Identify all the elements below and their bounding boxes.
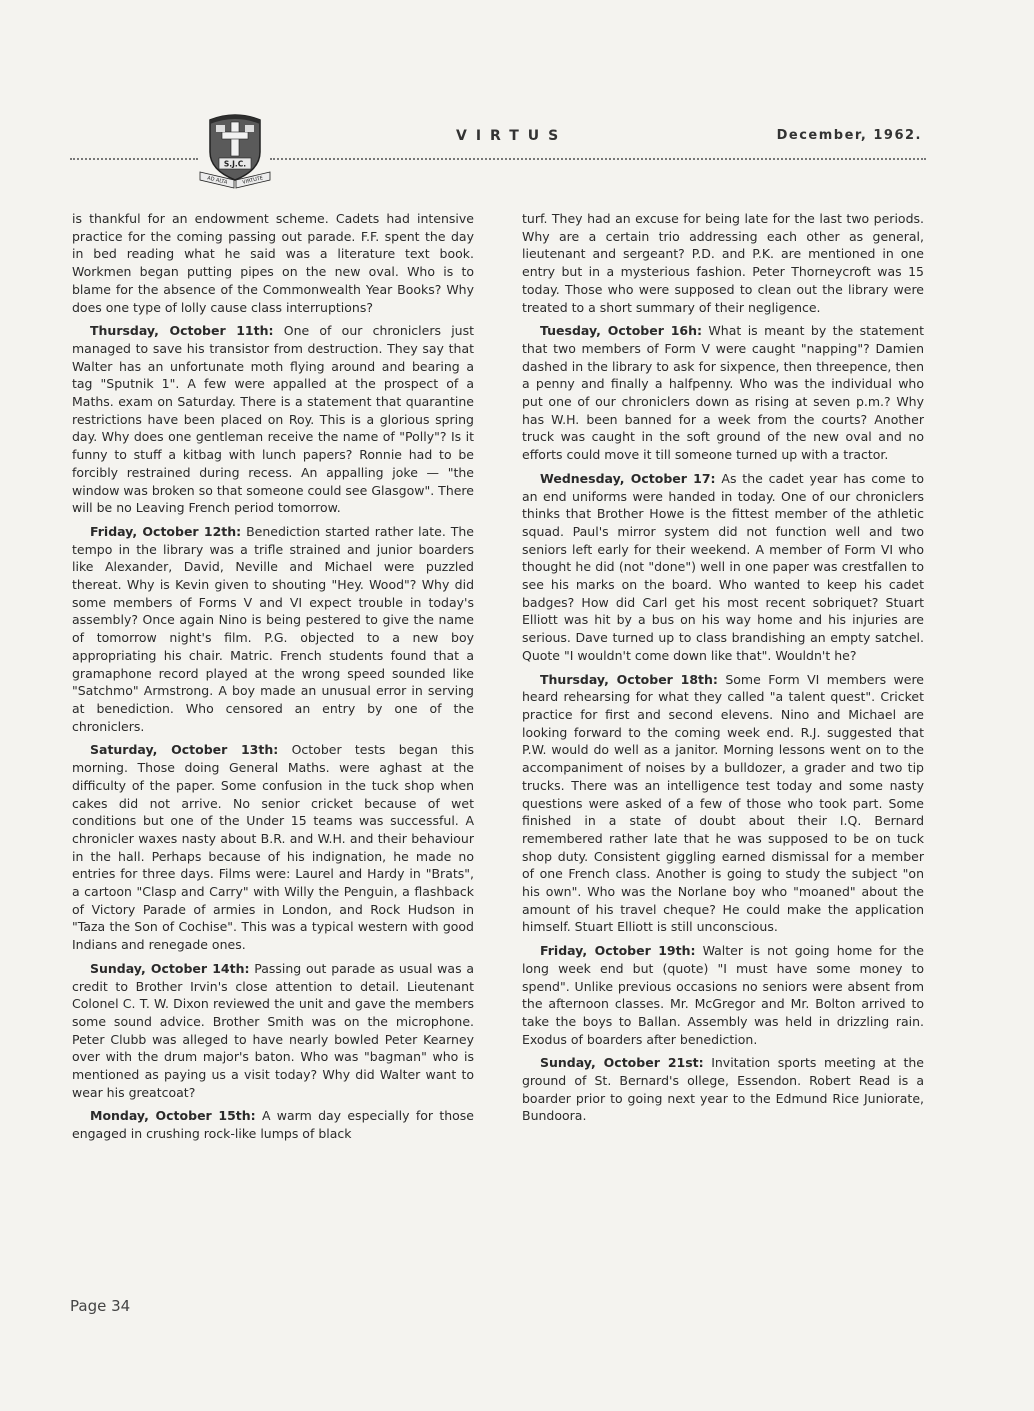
page-header xyxy=(70,108,926,198)
entry-date-heading: Saturday, October 13th: xyxy=(90,742,279,758)
right-column xyxy=(522,210,924,1131)
entry-text: is thankful for an endowment scheme. Cadets had intensive practice for the coming passing out parade. F.F. spent the day in bed reading what he said was a literature text book. Workmen began putting pipes on the new oval. Who is to blame for the absence of the Commonwealth Year Books? Why does one type of lolly cause class interruptions? xyxy=(72,211,474,315)
continued-text xyxy=(522,210,924,316)
entry-text: Passing out parade as usual was a credit to Brother Irvin's close attention to detail. Lieutenant Colonel C. T. W. Dixon reviewed the unit and gave the members some sound advice. Brother Smith was on the microphone. Peter Clubb was alleged to have nearly bowled Peter Kearney over with the drum major's baton. Who was "bagman" who is mentioned as paying us a visit today? Why did Walter want to wear his greatcoat? xyxy=(72,960,474,1100)
college-crest xyxy=(198,108,272,190)
entry-date-heading: Monday, October 15th: xyxy=(90,1108,256,1124)
diary-entry xyxy=(522,942,924,1048)
diary-entry xyxy=(522,1054,924,1125)
crest-initials: S.J.C. xyxy=(223,159,247,169)
entry-date-heading: Friday, October 19th: xyxy=(540,943,696,959)
header-rule-right xyxy=(270,158,926,160)
header-rule-left xyxy=(70,158,198,160)
entry-text: What is meant by the statement that two members of Form V were caught "napping"? Damien dashed in the library to ask for sixpence, then threepence, then a penny and finally a halfpenny. Who was the individual who put one of our chroniclers down as rising at seven p.m.? Why has W.H. been banned for a week from the courts? Another truck was caught in the soft ground of the new oval and no efforts could move it till someone turned up with a tractor. xyxy=(522,323,924,463)
entry-text: Walter is not going home for the long week end but (quote) "I must have some money to spend". Unlike previous occasions no seniors were absent from the afternoon classes. Mr. McGregor and Mr. Bolton arrived to take the boys to Ballan. Assembly was held in drizzling rain. Exodus of boarders after benediction. xyxy=(522,943,924,1047)
diary-entry xyxy=(72,1107,474,1142)
diary-entry xyxy=(72,523,474,735)
entry-date-heading: Thursday, October 18th: xyxy=(540,671,718,687)
crest-motto-left: AD ALTA xyxy=(206,175,228,186)
diary-entry xyxy=(522,470,924,665)
entry-date-heading: Tuesday, October 16h: xyxy=(540,323,702,339)
entry-date-heading: Sunday, October 14th: xyxy=(90,960,250,976)
entry-text: Invitation sports meeting at the ground of St. Bernard's ollege, Essendon. Robert Read is a boarder prior to going next year to the Edmund Rice Juniorate, Bundoora. xyxy=(522,1055,924,1124)
page-number: Page 34 xyxy=(70,1297,131,1315)
diary-entry xyxy=(522,671,924,937)
entry-date-heading: Friday, October 12th: xyxy=(90,523,242,539)
entry-text: turf. They had an excuse for being late for the last two periods. Why are a certain trio addressing each other as general, lieutenant and sergeant? P.D. and P.K. are mentioned in one entry but in a mysterious fashion. Peter Thorneycroft was 15 today. Those who were supposed to clean out the library were treated to a short summary of their negligence. xyxy=(522,211,924,315)
left-column xyxy=(72,210,474,1149)
entry-date-heading: Wednesday, October 17: xyxy=(540,470,716,486)
entry-text: Some Form VI members were heard rehearsing for what they called "a talent quest". Cricket practice for first and second elevens. Nino and Michael are looking forward to the coming week end. R.J. suggested that P.W. would do well as a janitor. Morning lessons went on to the accompaniment of noises by a bulldozer, a grader and two tip trucks. There was an intelligence test today and some nasty questions were asked of a few of those who took part. Some finished in a state of doubt about their I.Q. Bernard remembered rather late that he was supposed to be on tuck shop duty. Consistent giggling earned dismissal for a member of one French class. Another is going to study the subject "on his own". Who was the Norlane boy who "moaned" about the amount of his travel cheque? He could make the application himself. Stuart Elliott is still unconscious. xyxy=(522,671,924,935)
continued-text xyxy=(72,210,474,316)
diary-entry xyxy=(522,322,924,464)
entry-text: As the cadet year has come to an end uniforms were handed in today. One of our chroniclers thinks that Brother Howe is the fittest member of the athletic squad. Paul's mirror system did not function well and two seniors left early for their weekend. A member of Form VI who thought he did (not "done") well in one paper was crestfallen to see his marks on the board. Who wanted to keep his cadet badges? How did Carl get his most recent sobriquet? Stuart Elliott was hit by a bus on his way home and his injuries are serious. Dave turned up to class brandishing an empty satchel. Quote "I wouldn't come down like that". Wouldn't he? xyxy=(522,470,925,663)
diary-entry xyxy=(72,322,474,517)
magazine-title: VIRTUS xyxy=(456,128,568,144)
crest-motto-right: VIRTUTE xyxy=(241,175,264,186)
entry-text: A warm day especially for those engaged in crushing rock-like lumps of black xyxy=(72,1108,474,1142)
entry-text: Benediction started rather late. The tempo in the library was a trifle strained and junior boarders like Alexander, David, Neville and Michael were puzzled thereat. Why is Kevin given to shouting "Hey. Wood"? Why did some members of Forms V and VI expect trouble in today's assembly? Once again Nino is being pestered to give the name of tomorrow night's film. P.G. objected to a new boy appropriating his chair. Matric. French students found that a gramaphone record played at the wrong speed sounded like "Satchmo" Armstrong. A boy made an unusual error in serving at benediction. Who censored an entry by one of the chroniclers. xyxy=(72,523,474,734)
entry-date-heading: Sunday, October 21st: xyxy=(540,1055,704,1071)
entry-text: October tests began this morning. Those doing General Maths. were aghast at the difficulty of the paper. Some confusion in the tuck shop when cakes did not arrive. No senior cricket because of wet conditions but one of the Under 15 teams was successful. A chronicler waxes nasty about B.R. and W.H. and their behaviour in the hall. Perhaps because of his indignation, he made no entries for three days. Films were: Laurel and Hardy in "Brats", a cartoon "Clasp and Carry" with Willy the Penguin, a flashback of Victory Parade of armies in London, and Rock Hudson in "Taza the Son of Cochise". This was a typical western with good Indians and renegade ones. xyxy=(72,742,475,953)
entry-date-heading: Thursday, October 11th: xyxy=(90,323,274,339)
diary-entry xyxy=(72,741,474,953)
entry-text: One of our chroniclers just managed to save his transistor from destruction. They say that Walter has an unfortunate moth flying around and bearing a tag "Sputnik 1". A few were appalled at the prospect of a Maths. exam on Saturday. There is a statement that quarantine restrictions have been placed on Roy. This is a glorious spring day. Why does one gentleman receive the name of "Polly"? Is it funny to stuff a kitbag with lunch papers? Ronnie had to be forcibly restrained during recess. An appalling joke — "the window was broken so that someone could see Glasgow". There will be no Leaving French period tomorrow. xyxy=(72,323,475,516)
diary-entry xyxy=(72,960,474,1102)
issue-date: December, 1962. xyxy=(776,128,922,143)
